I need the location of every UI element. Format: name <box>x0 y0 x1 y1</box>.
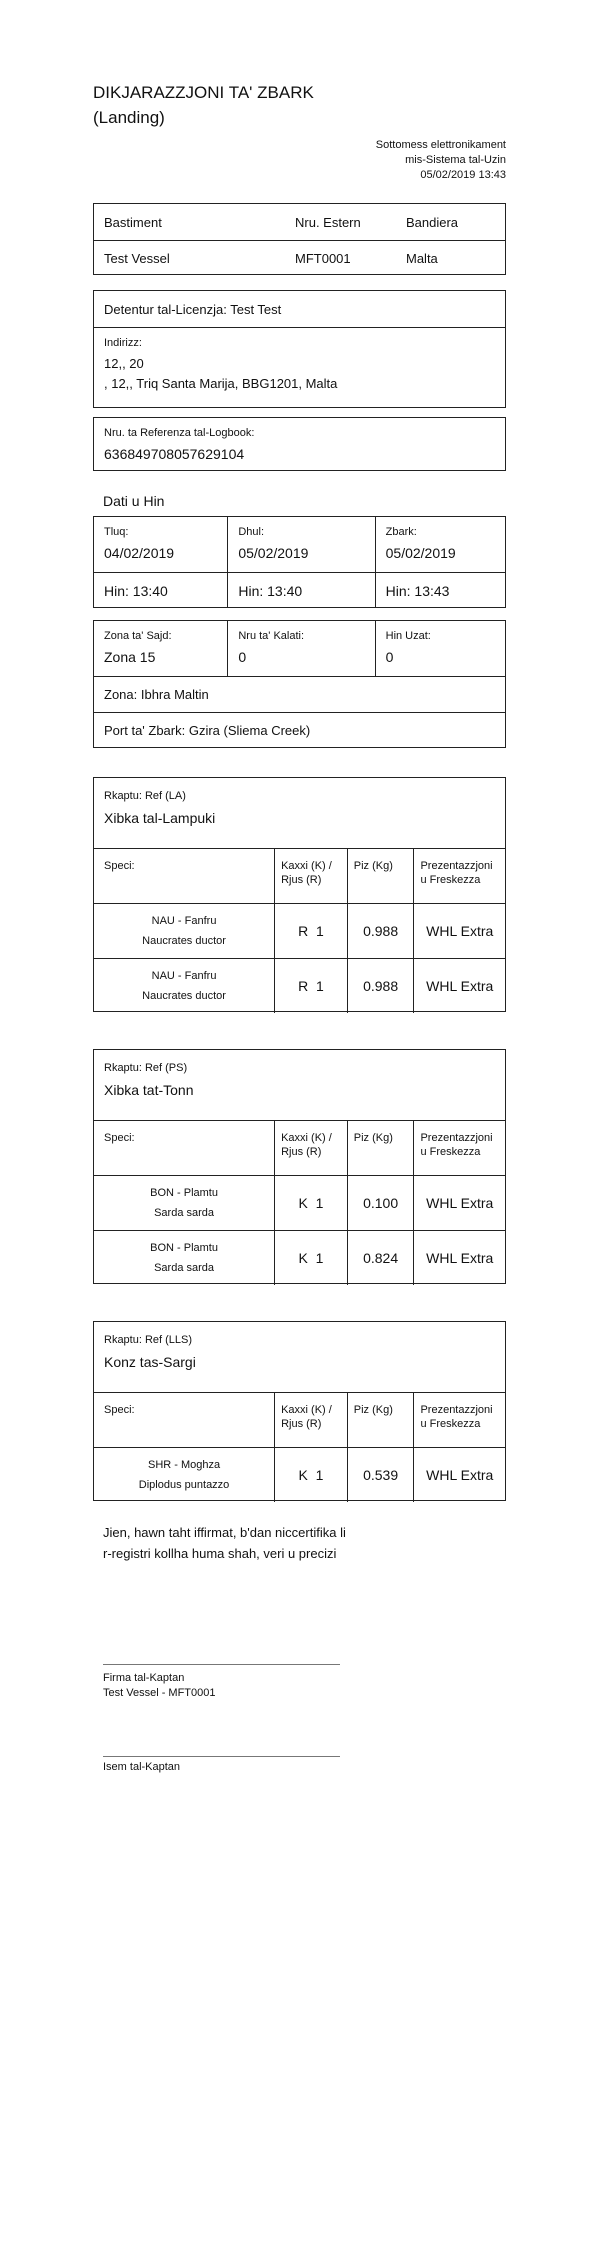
freshness-value: WHL Extra <box>413 1176 505 1230</box>
licence-holder: Detentur tal-Licenzja: Test Test <box>104 302 282 317</box>
species-header: Speci: <box>104 1132 135 1144</box>
weight-header: Piz (Kg) <box>347 1121 414 1175</box>
catch-table-header <box>94 1120 505 1175</box>
unit-count: 1 <box>315 923 324 939</box>
species-latin: Naucrates ductor <box>142 935 226 947</box>
weight-value: 0.100 <box>347 1176 414 1230</box>
unit-count: 1 <box>315 1467 324 1483</box>
declaration-line2: r-registri kollha huma shah, veri u precizi <box>103 1546 337 1561</box>
signature-vessel: Test Vessel - MFT0001 <box>103 1687 216 1699</box>
table-row <box>94 958 505 1013</box>
boxes-header: Kaxxi (K) / Rjus (R) <box>274 1121 347 1175</box>
species-header: Speci: <box>104 1404 135 1416</box>
unit-count: 1 <box>315 1195 324 1211</box>
submitted-line2: mis-Sistema tal-Uzin <box>405 154 506 166</box>
logbook-number: 636849708057629104 <box>104 446 245 462</box>
landing-label: Zbark: <box>385 526 417 538</box>
return-label: Dhul: <box>238 526 265 538</box>
table-row <box>94 1447 505 1502</box>
submitted-line1: Sottomess elettronikament <box>375 139 506 151</box>
zone-value: Zona 15 <box>104 649 156 665</box>
species-code: NAU - Fanfru <box>151 970 217 982</box>
signature-line <box>103 1664 340 1665</box>
weight-value: 0.824 <box>347 1231 414 1285</box>
vessel-name: Test Vessel <box>104 250 170 266</box>
weight-header: Piz (Kg) <box>347 1393 414 1447</box>
vessel-ext-no: MFT0001 <box>295 250 351 266</box>
dates-section-label: Dati u Hin <box>103 493 165 509</box>
catch-box <box>93 1049 506 1284</box>
signature-label: Firma tal-Kaptan <box>103 1672 185 1684</box>
boxes-header: Kaxxi (K) / Rjus (R) <box>274 1393 347 1447</box>
address-label: Indirizz: <box>104 337 142 349</box>
flag-header: Bandiera <box>406 214 459 230</box>
species-latin: Naucrates ductor <box>142 990 226 1002</box>
weight-value: 0.988 <box>347 959 414 1013</box>
unit-type: K <box>298 1467 308 1483</box>
catch-table-header <box>94 1392 505 1447</box>
hauls-value: 0 <box>238 649 247 665</box>
name-line <box>103 1756 340 1757</box>
submission-info <box>376 138 506 183</box>
weight-value: 0.988 <box>347 904 414 958</box>
signature-block <box>103 1671 216 1701</box>
gear-name: Xibka tat-Tonn <box>104 1082 194 1098</box>
logbook-label: Nru. ta Referenza tal-Logbook: <box>104 427 255 439</box>
declaration-line1: Jien, hawn taht iffirmat, b'dan niccertifika li <box>103 1525 346 1540</box>
freshness-value: WHL Extra <box>413 959 505 1013</box>
vessel-header: Bastiment <box>104 214 162 230</box>
fishing-box <box>93 620 506 748</box>
port-line: Port ta' Zbark: Gzira (Sliema Creek) <box>104 723 311 738</box>
species-code: BON - Plamtu <box>150 1242 218 1254</box>
species-latin: Sarda sarda <box>154 1207 215 1219</box>
captain-name-label: Isem tal-Kaptan <box>103 1761 181 1773</box>
species-code: BON - Plamtu <box>150 1187 218 1199</box>
gear-name: Konz tas-Sargi <box>104 1354 196 1370</box>
freshness-value: WHL Extra <box>413 1448 505 1502</box>
return-date: 05/02/2019 <box>238 545 309 561</box>
table-row <box>94 903 505 958</box>
vessel-box <box>93 203 506 275</box>
catch-box <box>93 1321 506 1501</box>
species-code: NAU - Fanfru <box>151 915 217 927</box>
boxes-header: Kaxxi (K) / Rjus (R) <box>274 849 347 903</box>
dates-box <box>93 516 506 608</box>
declaration-text <box>103 1522 403 1564</box>
gear-name: Xibka tal-Lampuki <box>104 810 216 826</box>
zone-label: Zona ta' Sajd: <box>104 630 172 642</box>
unit-type: R <box>298 923 309 939</box>
weight-header: Piz (Kg) <box>347 849 414 903</box>
vessel-flag: Malta <box>406 250 438 266</box>
unit-count: 1 <box>315 1250 324 1266</box>
species-latin: Diplodus puntazzo <box>138 1479 230 1491</box>
zone-line: Zona: Ibhra Maltin <box>104 687 209 702</box>
freshness-header: Prezentazzjoni u Freskezza <box>413 1121 505 1175</box>
landing-time: Hin: 13:43 <box>385 583 450 599</box>
return-time: Hin: 13:40 <box>238 583 303 599</box>
catch-box <box>93 777 506 1012</box>
unit-type: K <box>298 1250 308 1266</box>
unit-type: K <box>298 1195 308 1211</box>
freshness-value: WHL Extra <box>413 1231 505 1285</box>
species-code: SHR - Moghza <box>147 1459 221 1471</box>
document-title <box>93 80 314 130</box>
gear-ref: Rkaptu: Ref (LLS) <box>104 1334 193 1346</box>
departure-time: Hin: 13:40 <box>104 583 168 599</box>
address-line1: 12,, 20 <box>104 356 144 371</box>
submitted-datetime: 05/02/2019 13:43 <box>420 169 506 181</box>
hours-label: Hin Uzat: <box>385 630 431 642</box>
departure-date: 04/02/2019 <box>104 545 175 561</box>
table-row <box>94 1175 505 1230</box>
departure-label: Tluq: <box>104 526 129 538</box>
freshness-value: WHL Extra <box>413 904 505 958</box>
address-line2: , 12,, Triq Santa Marija, BBG1201, Malta <box>104 376 338 391</box>
title-text: DIKJARAZZJONI TA' ZBARK <box>93 83 314 102</box>
gear-ref: Rkaptu: Ref (PS) <box>104 1062 188 1074</box>
species-latin: Sarda sarda <box>154 1262 215 1274</box>
table-row <box>94 1230 505 1285</box>
landing-date: 05/02/2019 <box>385 545 456 561</box>
hours-value: 0 <box>385 649 394 665</box>
logbook-box <box>93 417 506 471</box>
freshness-header: Prezentazzjoni u Freskezza <box>413 1393 505 1447</box>
subtitle-text: (Landing) <box>93 108 165 127</box>
gear-ref: Rkaptu: Ref (LA) <box>104 790 186 802</box>
licence-box <box>93 290 506 408</box>
unit-count: 1 <box>315 978 324 994</box>
ext-no-header: Nru. Estern <box>295 214 361 230</box>
hauls-label: Nru ta' Kalati: <box>238 630 305 642</box>
catch-table-header <box>94 848 505 903</box>
freshness-header: Prezentazzjoni u Freskezza <box>413 849 505 903</box>
species-header: Speci: <box>104 860 135 872</box>
weight-value: 0.539 <box>347 1448 414 1502</box>
unit-type: R <box>298 978 309 994</box>
